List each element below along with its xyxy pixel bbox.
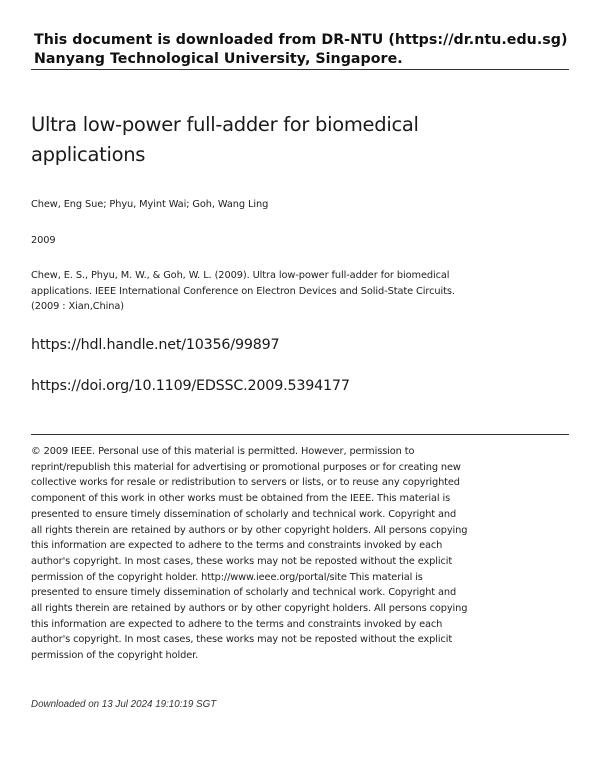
copyright-line: all rights therein are retained by authors or by other copyright holders. All persons copying (31, 603, 468, 615)
doi-link[interactable]: https://doi.org/10.1109/EDSSC.2009.5394177 (31, 378, 350, 394)
copyright-line: © 2009 IEEE. Personal use of this material is permitted. However, permission to (31, 446, 415, 457)
copyright-notice (31, 444, 493, 664)
copyright-line: author's copyright. In most cases, these works may not be reposted without the explicit (31, 555, 453, 567)
copyright-line: collective works for resale or redistribution to servers or lists, or to reuse any copyrighted (31, 477, 460, 489)
document-title (31, 110, 551, 170)
copyright-line: this information are expected to adhere to the terms and constraints invoked by each (31, 618, 443, 630)
copyright-line: presented to ensure timely dissemination of scholarly and technical work. Copyright and (31, 508, 457, 520)
title-line-2: applications (31, 143, 146, 166)
banner-divider (31, 69, 569, 70)
copyright-line: component of this work in other works must be obtained from the IEEE. This material is (31, 493, 451, 505)
copyright-line: permission of the copyright holder. http://www.ieee.org/portal/site This material is (31, 571, 423, 583)
download-timestamp: Downloaded on 13 Jul 2024 19:10:19 SGT (31, 699, 217, 710)
banner-line-source: This document is downloaded from DR-NTU (https://dr.ntu.edu.sg) (34, 32, 568, 48)
publication-year: 2009 (31, 235, 56, 246)
copyright-line: all rights therein are retained by authors or by other copyright holders. All persons copying (31, 524, 468, 536)
copyright-line: this information are expected to adhere to the terms and constraints invoked by each (31, 540, 443, 552)
copyright-line: permission of the copyright holder. (31, 650, 199, 662)
citation-line-3: (2009 : Xian,China) (31, 301, 124, 312)
handle-link[interactable]: https://hdl.handle.net/10356/99897 (31, 337, 280, 353)
copyright-line: author's copyright. In most cases, these works may not be reposted without the explicit (31, 634, 453, 646)
title-line-1: Ultra low-power full-adder for biomedical (31, 113, 419, 136)
citation (31, 268, 501, 315)
authors: Chew, Eng Sue; Phyu, Myint Wai; Goh, Wang Ling (31, 199, 269, 210)
banner-line-institution: Nanyang Technological University, Singapore. (34, 51, 403, 67)
copyright-line: presented to ensure timely dissemination of scholarly and technical work. Copyright and (31, 587, 457, 599)
citation-line-1: Chew, E. S., Phyu, M. W., & Goh, W. L. (2009). Ultra low-power full-adder for biomedical (31, 270, 450, 281)
citation-line-2: applications. IEEE International Conference on Electron Devices and Solid-State Circuits. (31, 285, 455, 297)
repository-banner (34, 31, 570, 69)
section-divider (31, 434, 569, 435)
copyright-line: reprint/republish this material for advertising or promotional purposes or for creating new (31, 461, 461, 473)
